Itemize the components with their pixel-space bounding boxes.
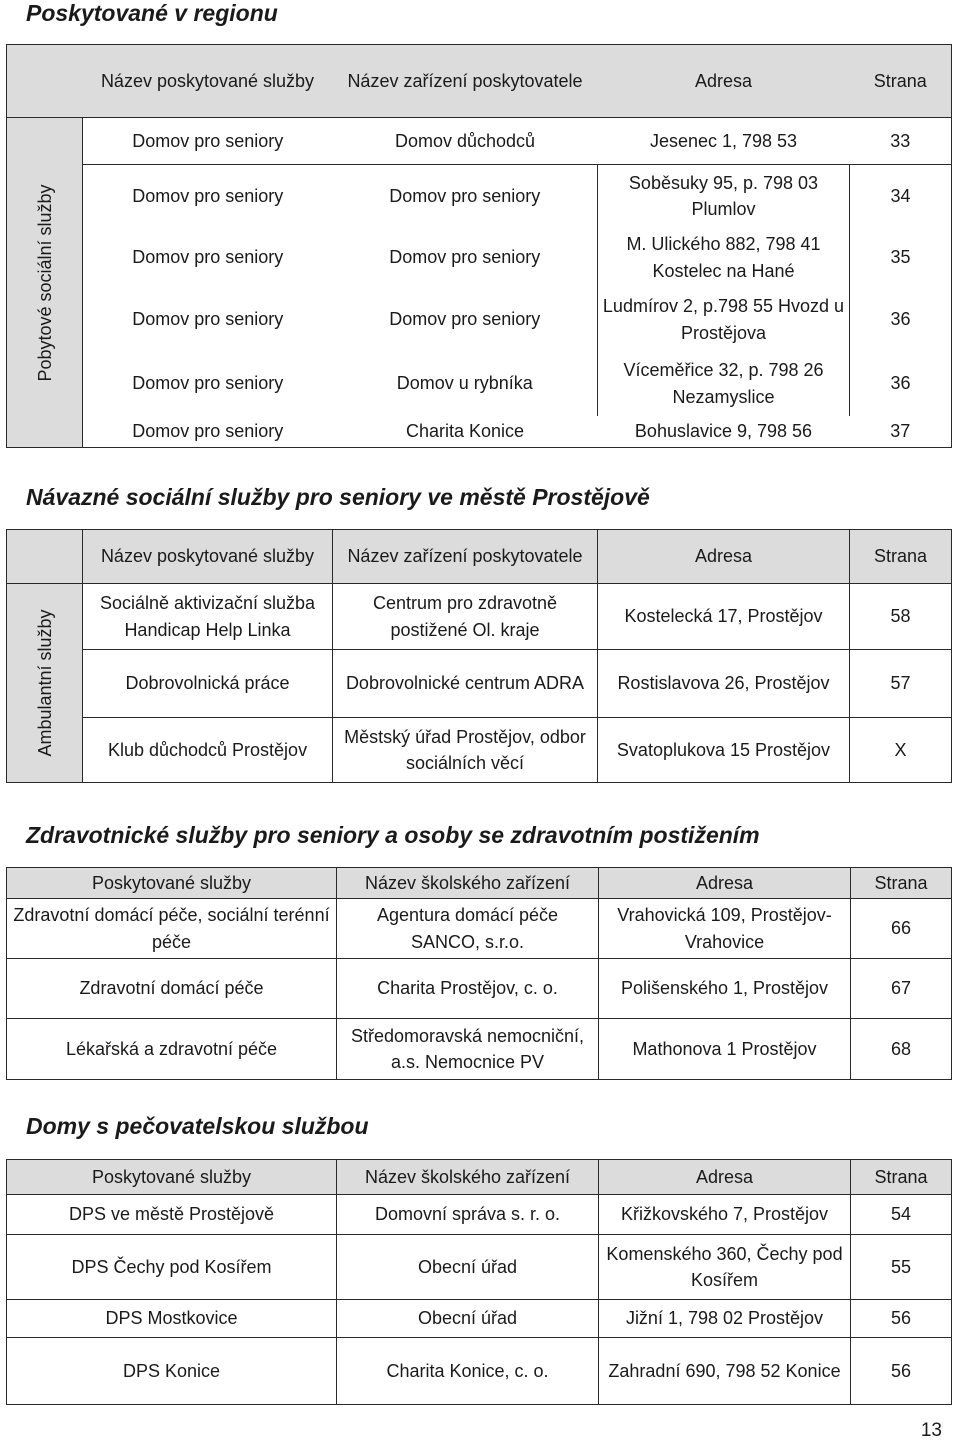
header-facility-name: Název školského zařízení (337, 1160, 599, 1195)
header-services: Poskytované služby (7, 868, 337, 899)
table-row (7, 288, 952, 352)
cell-address: Svatoplukova 15 Prostějov (598, 718, 850, 783)
header-spacer (7, 530, 83, 584)
header-address: Adresa (599, 868, 851, 899)
cell-page: 34 (850, 165, 952, 228)
cell-service: Domov pro seniory (132, 373, 284, 394)
header-page: Strana (850, 530, 952, 584)
cell-service: Lékařská a zdravotní péče (7, 1019, 337, 1080)
cell-facility: Agentura domácí péče SANCO, s.r.o. (337, 899, 599, 959)
cell-service: DPS Čechy pod Kosířem (7, 1235, 337, 1300)
cell-service: Sociálně aktivizační služba Handicap Help Linka (83, 584, 333, 650)
cell-address: Mathonova 1 Prostějov (599, 1019, 851, 1080)
cell-service: Domov pro seniory (83, 165, 333, 228)
cell-page: 67 (851, 959, 952, 1019)
table-row (7, 584, 952, 650)
table-row (7, 1195, 952, 1235)
table-row (7, 650, 952, 718)
health-services-table (6, 867, 952, 1080)
cell-page: 57 (850, 650, 952, 718)
cell-service: DPS Mostkovice (7, 1300, 337, 1338)
cell-service: Klub důchodců Prostějov (83, 718, 333, 783)
table-header-row (7, 1160, 952, 1195)
header-spacer (7, 45, 83, 118)
cell-service: DPS Konice (7, 1338, 337, 1405)
side-category (7, 118, 83, 448)
table-row (7, 352, 952, 416)
cell-page: 58 (850, 584, 952, 650)
cell-page: 54 (851, 1195, 952, 1235)
cell-page: X (850, 718, 952, 783)
regional-services-table (6, 44, 952, 448)
table-row (7, 1019, 952, 1080)
page-number: 13 (920, 1420, 942, 1441)
cell-service: Domov pro seniory (132, 247, 284, 268)
header-address: Adresa (598, 530, 850, 584)
cell-facility: Domov u rybníka (396, 373, 533, 394)
cell-service: DPS ve městě Prostějově (7, 1195, 337, 1235)
header-address: Adresa (599, 1160, 851, 1195)
cell-address: Jesenec 1, 798 53 (598, 118, 850, 165)
table-row (7, 1235, 952, 1300)
cell-service: Domov pro seniory (83, 118, 333, 165)
cell-address: Jižní 1, 798 02 Prostějov (599, 1300, 851, 1338)
cell-address: Kostelecká 17, Prostějov (598, 584, 850, 650)
cell-page: 36 (890, 309, 911, 330)
cell-address: M. Ulického 882, 798 41 Kostelec na Hané (598, 228, 850, 288)
cell-facility: Domov pro seniory (389, 247, 541, 268)
care-homes-table (6, 1159, 952, 1405)
side-category-label: Pobytové sociální služby (34, 183, 55, 382)
cell-facility: Charita Konice, c. o. (337, 1338, 599, 1405)
cell-address: Vrahovická 109, Prostějov-Vrahovice (599, 899, 851, 959)
table-row (7, 1300, 952, 1338)
cell-facility: Městský úřad Prostějov, odbor sociálních věcí (333, 718, 598, 783)
cell-page: 35 (890, 247, 911, 268)
follow-up-services-table (6, 529, 952, 783)
header-service-name: Název poskytované služby (83, 45, 333, 118)
cell-page: 68 (851, 1019, 952, 1080)
cell-facility: Charita Konice (405, 421, 525, 442)
cell-address: Komenského 360, Čechy pod Kosířem (599, 1235, 851, 1300)
side-category (7, 584, 83, 783)
table-row (7, 416, 952, 448)
cell-facility: Domovní správa s. r. o. (337, 1195, 599, 1235)
cell-facility: Centrum pro zdravotně postižené Ol. kraje (333, 584, 598, 650)
cell-service: Domov pro seniory (132, 421, 284, 442)
cell-service: Dobrovolnická práce (83, 650, 333, 718)
header-address: Adresa (598, 45, 850, 118)
table-row (7, 959, 952, 1019)
header-service-name: Název poskytované služby (83, 530, 333, 584)
section-title-regional: Poskytované v regionu (26, 0, 278, 26)
table-row (7, 165, 952, 228)
cell-facility: Charita Prostějov, c. o. (337, 959, 599, 1019)
cell-service: Zdravotní domácí péče, sociální terénní péče (7, 899, 337, 959)
cell-address: Polišenského 1, Prostějov (599, 959, 851, 1019)
section-title-follow-up: Návazné sociální služby pro seniory ve městě Prostějově (26, 484, 650, 510)
table-header-row (7, 868, 952, 899)
table-row (7, 718, 952, 783)
cell-facility: Domov pro seniory (389, 309, 541, 330)
section-title-care-homes: Domy s pečovatelskou službou (26, 1113, 369, 1139)
cell-address: Soběsuky 95, p. 798 03 Plumlov (598, 165, 850, 228)
header-page: Strana (851, 868, 952, 899)
header-services: Poskytované služby (7, 1160, 337, 1195)
cell-facility: Domov důchodců (333, 118, 598, 165)
header-facility-name: Název zařízení poskytovatele (333, 45, 598, 118)
cell-page: 37 (890, 421, 911, 442)
cell-address: Rostislavova 26, Prostějov (598, 650, 850, 718)
table-row (7, 899, 952, 959)
cell-page: 56 (851, 1338, 952, 1405)
cell-page: 55 (851, 1235, 952, 1300)
cell-facility: Obecní úřad (337, 1300, 599, 1338)
cell-page: 36 (890, 373, 911, 394)
section-title-health: Zdravotnické služby pro seniory a osoby se zdravotním postižením (26, 822, 760, 848)
cell-page: 66 (851, 899, 952, 959)
cell-page: 56 (851, 1300, 952, 1338)
table-row (7, 1338, 952, 1405)
table-header-row (7, 530, 952, 584)
cell-address: Víceměřice 32, p. 798 26 Nezamyslice (598, 352, 850, 416)
cell-page: 33 (850, 118, 952, 165)
cell-address: Zahradní 690, 798 52 Konice (599, 1338, 851, 1405)
cell-facility: Domov pro seniory (333, 165, 598, 228)
cell-facility: Obecní úřad (337, 1235, 599, 1300)
cell-address: Bohuslavice 9, 798 56 (634, 421, 813, 442)
side-category-label: Ambulantní služby (34, 609, 55, 757)
header-page: Strana (851, 1160, 952, 1195)
cell-address: Křižkovského 7, Prostějov (599, 1195, 851, 1235)
table-header-row (7, 45, 952, 118)
table-row (7, 228, 952, 288)
header-page: Strana (850, 45, 952, 118)
table-row (7, 118, 952, 165)
cell-service: Domov pro seniory (132, 309, 284, 330)
header-facility-name: Název zařízení poskytovatele (333, 530, 598, 584)
cell-service: Zdravotní domácí péče (7, 959, 337, 1019)
cell-facility: Dobrovolnické centrum ADRA (333, 650, 598, 718)
cell-facility: Středomoravská nemocniční, a.s. Nemocnice PV (337, 1019, 599, 1080)
header-facility-name: Název školského zařízení (337, 868, 599, 899)
cell-address: Ludmírov 2, p.798 55 Hvozd u Prostějova (598, 288, 850, 352)
